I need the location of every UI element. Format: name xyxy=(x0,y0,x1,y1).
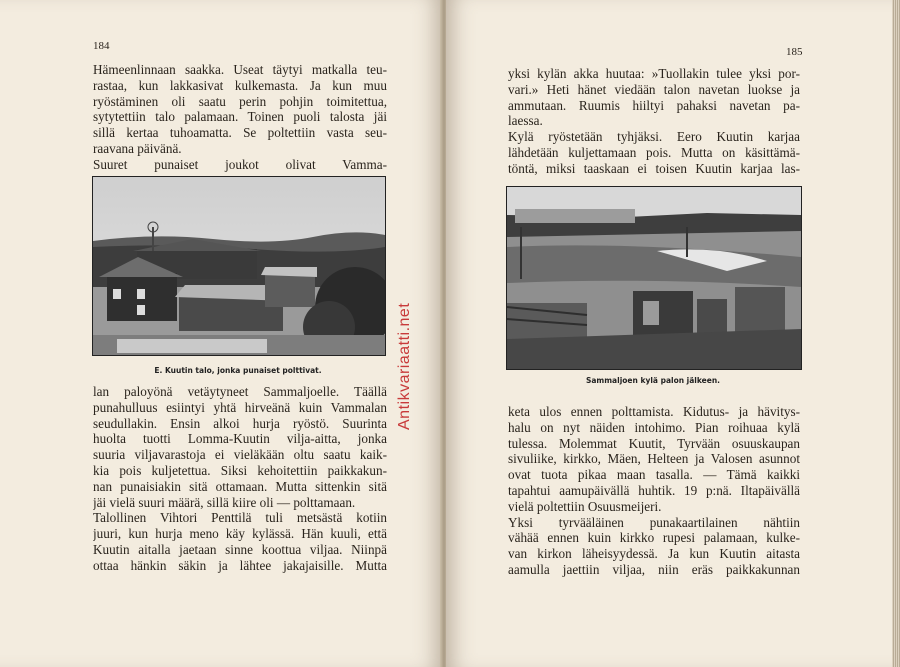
text-line: sillä kertaa tuhoamatta. Se poltettiin vasta seu- xyxy=(93,125,387,141)
text-line: ryöstäminen oli saatu perin pohjin toimitettua, xyxy=(93,93,387,109)
text-line: töntä, miksi taaskaan ei toisen Kuutin karjaa las- xyxy=(508,160,800,176)
text-line: ottaa hänkin säkin ja lähtee jakajaisille. Mutta xyxy=(93,557,387,573)
right-bottom-paragraphs xyxy=(508,404,800,578)
text-line: huolta tuotti Lomma-Kuutin vilja-aitta, jonka xyxy=(93,431,387,447)
text-line: keta ulos ennen polttamista. Kidutus- ja hävitys- xyxy=(508,404,800,419)
page-number-right: 185 xyxy=(786,46,803,58)
text-line: rastaa, kun lakkasivat kulkemasta. Ja kun muu xyxy=(93,77,387,93)
text-line: ovat tuota pikaa maan tasalla. — Tämä kaikki xyxy=(508,467,800,483)
text-line: vielä poltettiin Osuusmeijeri. xyxy=(508,498,662,514)
text-line: yksi kylän akka huutaa: »Tuollakin tulee yksi por- xyxy=(508,66,800,81)
page-number-left: 184 xyxy=(93,40,110,52)
text-line: Yksi tyrvääläinen punakaartilainen nähtiin xyxy=(508,514,800,530)
text-line: tulessa. Molemmat Kuutit, Tyrvään osuuskaupan xyxy=(508,435,800,451)
right-top-paragraphs xyxy=(508,66,800,177)
text-line: seudullakin. Ensin alkoi hurja ryöstö. Suurinta xyxy=(93,415,387,431)
text-line: Kuutin aitalla jaetaan sinne koottua viljaa. Niinpä xyxy=(93,541,387,557)
photo-sammaljoki-ruins xyxy=(506,186,802,370)
text-line: aamulla jaettiin viljaa, niin eräs paikkakunnan xyxy=(508,561,800,577)
text-line: punahulluus esiintyi yhtä hirveänä kuin Vammalan xyxy=(93,399,387,415)
left-page xyxy=(0,0,442,667)
text-line: jäi vielä suuri määrä, sillä kiire oli — polttamaan. xyxy=(93,494,356,510)
text-line: vähää ennen kuin kirkko rupesi palamaan, kulke- xyxy=(508,530,800,546)
text-line: sytytettiin talo palamaan. Toinen puoli talosta jäi xyxy=(93,109,387,125)
left-bottom-paragraphs xyxy=(93,384,387,574)
text-line: nan punaisiakin sitä ottamaan. Mutta sittenkin sitä xyxy=(93,478,387,494)
text-line: Hämeenlinnaan saakka. Useat täytyi matkalla teu- xyxy=(93,62,387,77)
text-line: lähdetään kuljettamaan pois. Mutta on käsittämä- xyxy=(508,144,800,160)
page-edges xyxy=(892,0,900,667)
text-line: raavana päivänä. xyxy=(93,140,182,156)
photo-kuutin-house xyxy=(92,176,386,356)
caption-right: Sammaljoen kylä palon jälkeen. xyxy=(585,376,721,385)
text-line: kia pois kuljetettua. Siksi kehoitettiin paikkakun- xyxy=(93,462,387,478)
text-line: halu on nyt näiden intohimo. Pian roihuaa kylä xyxy=(508,419,800,435)
caption-left: E. Kuutin talo, jonka punaiset polttivat. xyxy=(154,366,322,375)
left-top-paragraphs xyxy=(93,62,387,173)
text-line: juuri, kun hurja meno käy kylässä. Hän kuuli, että xyxy=(93,526,387,542)
text-line: lan paloyönä vetäytyneet Sammaljoelle. Täällä xyxy=(93,384,387,399)
text-line: Suuret punaiset joukot olivat Vamma- xyxy=(93,156,387,172)
text-line: tapahtui aamupäivällä huhtik. 19 p:nä. Iltapäivällä xyxy=(508,482,800,498)
text-line: laessa. xyxy=(508,113,543,129)
text-line: ammutaan. Ruumis hiiltyi pahaksi navetan pa- xyxy=(508,97,800,113)
right-page xyxy=(446,0,894,667)
text-line: van kirkon läheisyydessä. Ja kun Kuutin aitasta xyxy=(508,546,800,562)
text-line: suuria viljavarastoja ei vieläkään oltu saatu kaik- xyxy=(93,447,387,463)
text-line: vari.» Heti hänet viedään talon navetan luokse ja xyxy=(508,81,800,97)
text-line: Talollinen Vihtori Penttilä tuli metsästä kotiin xyxy=(93,510,387,526)
watermark: Antikvariaatti.net xyxy=(396,302,413,430)
text-line: Kylä ryöstetään tyhjäksi. Eero Kuutin karjaa xyxy=(508,129,800,145)
text-line: sivuliike, kirkko, Mäen, Helteen ja Valosen asunnot xyxy=(508,451,800,467)
